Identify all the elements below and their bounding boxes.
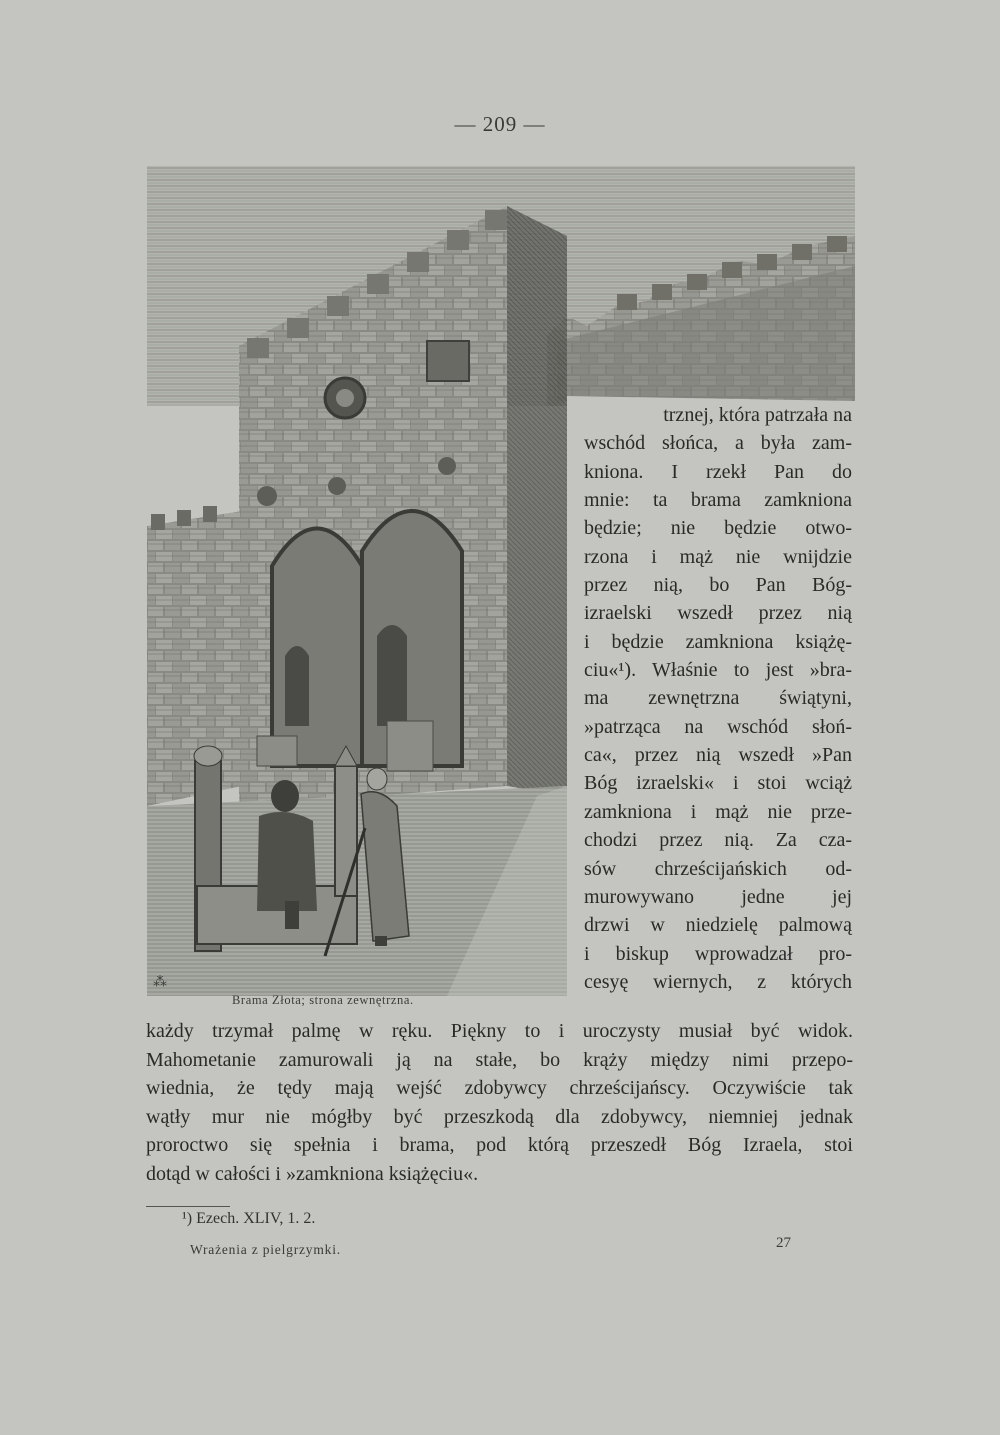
text-line: ca«, przez nią wszedł »Pan [584, 744, 852, 767]
text-line: ciu«¹). Właśnie to jest »bra- [584, 659, 852, 682]
text-line: Bóg izraelski« i stoi wciąż [584, 772, 852, 795]
text-line: »patrząca na wschód słoń- [584, 715, 852, 738]
text-line: chodzi przez nią. Za cza- [584, 829, 852, 852]
text-line: mnie: ta brama zamkniona [584, 489, 852, 512]
text-line: drzwi w niedzielę palmową [584, 914, 852, 937]
signature-number: 27 [776, 1235, 791, 1251]
text-line: Mahometanie zamurowali ją na stałe, bo krąży między nimi przepo- [146, 1048, 853, 1071]
text-line: izraelski wszedł przez nią [584, 602, 852, 625]
text-line: kniona. I rzekł Pan do [584, 460, 852, 483]
text-line: sów chrześcijańskich od- [584, 857, 852, 880]
svg-text:⁂: ⁂ [153, 975, 167, 990]
text-line: zamkniona i mąż nie prze- [584, 800, 852, 823]
right-column-text [584, 401, 852, 996]
full-width-text [146, 1017, 853, 1189]
text-line: wątły mur nie mógłby być przeszkodą dla zdobywcy, niemniej jednak [146, 1105, 853, 1128]
text-line: i biskup wprowadzał pro- [584, 942, 852, 965]
text-line: i będzie zamkniona książę- [584, 630, 852, 653]
page-number: — 209 — [454, 112, 546, 136]
text-line: przez nią, bo Pan Bóg- [584, 574, 852, 597]
text-line: rzona i mąż nie wnijdzie [584, 545, 852, 568]
illustration-caption: Brama Złota; strona zewnętrzna. [232, 993, 414, 1007]
text-line: będzie; nie będzie otwo- [584, 517, 852, 540]
text-line: murowywano jedne jej [584, 885, 852, 908]
text-line: każdy trzymał palmę w ręku. Piękny to i uroczysty musiał być widok. [146, 1020, 853, 1042]
footnote-rule [146, 1206, 230, 1207]
text-line: trznej, która patrzała na [663, 404, 852, 426]
text-line: wschód słońca, a była zam- [584, 432, 852, 455]
footnote: ¹) Ezech. XLIV, 1. 2. [182, 1210, 316, 1227]
text-line: ma zewnętrzna świątyni, [584, 687, 852, 710]
text-line: dotąd w całości i »zamkniona książęciu«. [146, 1162, 479, 1185]
text-line: proroctwo się spełnia i brama, pod którą przeszedł Bóg Izraela, stoi [146, 1134, 853, 1157]
text-line: cesyę wiernych, z których [584, 970, 852, 993]
text-line: wiednia, że tędy mają wejść zdobywcy chrześcijańscy. Oczywiście tak [146, 1077, 853, 1100]
signature-title: Wrażenia z pielgrzymki. [190, 1242, 341, 1257]
